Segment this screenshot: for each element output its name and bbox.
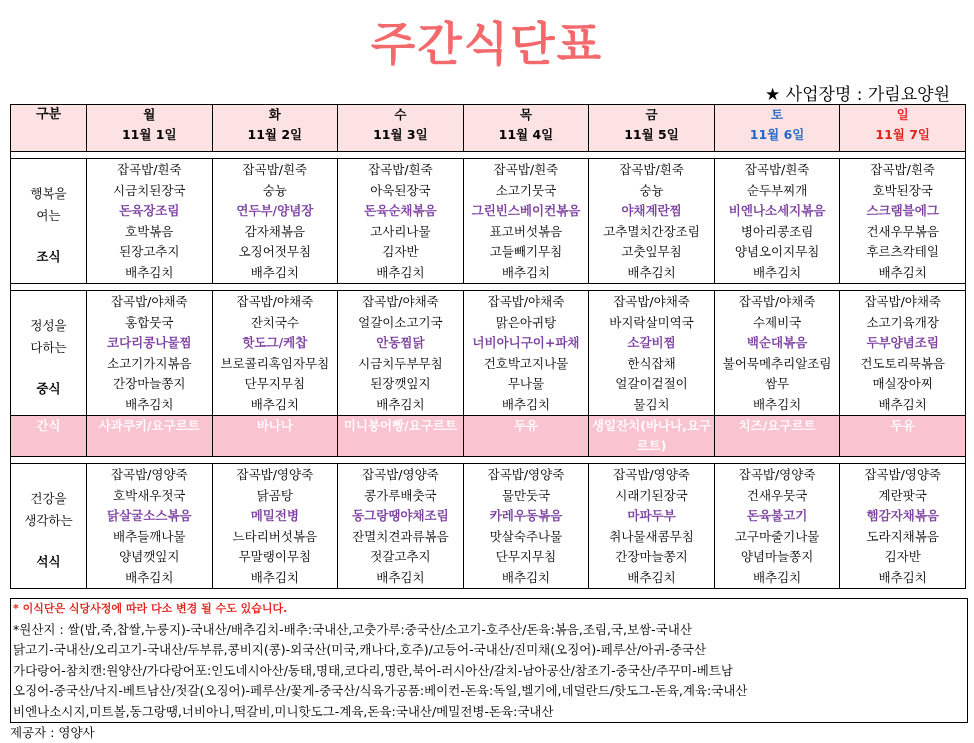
day-header xyxy=(212,105,338,152)
breakfast-label-meal: 조식 xyxy=(36,249,61,264)
menu-item: 배추김치 xyxy=(878,569,927,585)
day-header xyxy=(589,105,715,152)
menu-item: 카레우동볶음 xyxy=(489,508,563,523)
menu-item: 배추김치 xyxy=(250,569,299,585)
spacer-row xyxy=(11,457,966,464)
menu-item: 비엔나소세지볶음 xyxy=(728,203,826,218)
menu-item: 잡곡밥/흰죽 xyxy=(493,162,559,177)
menu-item: 표고버섯볶음 xyxy=(489,223,563,239)
menu-item: 얼갈이소고기국 xyxy=(358,314,443,330)
spacer-row xyxy=(11,284,966,291)
snack-item: 바나나 xyxy=(212,416,338,457)
day-date: 11월 1일 xyxy=(121,127,177,142)
dinner-cell xyxy=(87,464,213,589)
lunch-cell xyxy=(714,291,840,416)
menu-item: 배추김치 xyxy=(752,264,802,280)
menu-item: 호박새우젓국 xyxy=(113,487,186,503)
snack-item: 치즈/요구르트 xyxy=(714,416,840,457)
day-name: 일 xyxy=(896,107,909,122)
menu-item: 닭곰탕 xyxy=(256,487,293,503)
lunch-cell xyxy=(87,291,213,416)
menu-item: 쌈무 xyxy=(765,376,790,391)
menu-item: 양념마늘쫑지 xyxy=(740,549,814,564)
menu-item: 시래기된장국 xyxy=(615,487,688,503)
origin-note-line: 비엔나소시지,미트볼,동그랑땡,너비아니,떡갈비,미니핫도그-계육,돈육:국내산/메밀전병-돈육:국내산 xyxy=(13,703,554,719)
lunch-cell xyxy=(212,291,338,416)
menu-item: 간장마늘쫑지 xyxy=(615,549,688,564)
breakfast-label-line: 여는 xyxy=(36,208,61,223)
menu-item: 동그랑땡야채조림 xyxy=(352,508,449,523)
lunch-label xyxy=(11,291,87,416)
menu-item: 단무지무침 xyxy=(244,376,306,391)
snack-item: 두유 xyxy=(840,416,966,457)
spacer xyxy=(11,284,966,291)
menu-item: 너비아니구이+파채 xyxy=(472,335,580,350)
menu-item: 고추멸치간장조림 xyxy=(603,223,700,239)
day-date: 11월 7일 xyxy=(875,127,930,142)
lunch-cell xyxy=(463,291,589,416)
menu-item: 호박된장국 xyxy=(872,182,933,198)
dinner-cell xyxy=(338,464,464,589)
dinner-label-line: 생각하는 xyxy=(24,513,73,528)
menu-item: 병아리콩조림 xyxy=(740,223,814,239)
menu-item: 잡곡밥/흰죽 xyxy=(242,162,308,177)
provider: 제공자 : 영양사 xyxy=(10,725,95,740)
menu-item: 홍합뭇국 xyxy=(125,314,174,330)
spacer-row xyxy=(11,152,966,159)
snack-label: 간식 xyxy=(11,416,87,457)
origin-note-line: 가다랑어-참치캔:원양산/가다랑어포:인도네시아산/동태,명태,코다리,명란,북어-러시아산/갈치-남아공산/참조기-중국산/주꾸미-베트남 xyxy=(13,662,733,678)
menu-item: 잡곡밥/야채죽 xyxy=(864,294,942,309)
snack-item: 미니붕어빵/요구르트 xyxy=(338,416,464,457)
header-row xyxy=(11,105,966,152)
menu-item: 얼갈이겉절이 xyxy=(615,376,688,391)
menu-item: 계란팟국 xyxy=(878,487,927,503)
menu-item: 배추김치 xyxy=(376,264,425,280)
menu-item: 잡곡밥/야채죽 xyxy=(362,294,439,309)
menu-item: 돈육순채볶음 xyxy=(364,203,437,218)
menu-item: 시금치두부무침 xyxy=(358,355,443,371)
menu-item: 배추김치 xyxy=(627,569,676,585)
menu-item: 잡곡밥/영양죽 xyxy=(613,467,690,482)
breakfast-label xyxy=(11,159,87,284)
menu-item: 핫도그/케찹 xyxy=(242,335,308,350)
day-header xyxy=(87,105,213,152)
day-date: 11월 5일 xyxy=(624,127,679,142)
dinner-cell xyxy=(463,464,589,589)
menu-item: 고구마줄기나물 xyxy=(734,528,820,544)
menu-item: 간장마늘쫑지 xyxy=(113,376,186,391)
day-header xyxy=(840,105,966,152)
menu-item: 소고기뭇국 xyxy=(495,182,557,198)
menu-item: 순두부찌개 xyxy=(746,182,808,198)
spacer xyxy=(11,152,966,159)
menu-item: 배추김치 xyxy=(250,396,299,412)
origin-note-line: 오징어-중국산/낙지-베트남산/젓갈(오징어)-페루산/꽃게-중국산/식육가공품:베이컨-돈육:독일,벨기에,네덜란드/핫도그-돈육,계육:국내산 xyxy=(13,683,748,698)
menu-item: 잡곡밥/영양죽 xyxy=(738,467,816,482)
menu-item: 잡곡밥/야채죽 xyxy=(613,294,690,309)
dinner-label xyxy=(11,464,87,589)
menu-item: 잡곡밥/야채죽 xyxy=(236,294,314,309)
menu-item: 고사리나물 xyxy=(370,223,431,239)
breakfast-cell xyxy=(338,159,464,284)
menu-item: 야채계란찜 xyxy=(621,203,682,218)
menu-item: 소갈비찜 xyxy=(627,335,676,350)
menu-item: 배추김치 xyxy=(627,264,676,280)
day-date: 11월 3일 xyxy=(373,127,428,142)
menu-item: 무나물 xyxy=(507,376,545,391)
breakfast-cell xyxy=(212,159,338,284)
dinner-cell xyxy=(589,464,715,589)
breakfast-row xyxy=(11,159,966,284)
menu-item: 잡곡밥/영양죽 xyxy=(864,467,942,482)
menu-item: 잡곡밥/흰죽 xyxy=(619,162,684,177)
menu-item: 배추들깨나물 xyxy=(113,528,186,544)
menu-item: 숭늉 xyxy=(262,182,287,198)
breakfast-label-line: 행복을 xyxy=(30,186,67,201)
lunch-cell xyxy=(589,291,715,416)
menu-item: 젓갈고추지 xyxy=(370,549,431,564)
menu-item: 잡곡밥/야채죽 xyxy=(110,294,188,309)
menu-item: 시금치된장국 xyxy=(113,182,186,198)
page-title: 주간식단표 xyxy=(370,17,604,71)
menu-item: 한식잡채 xyxy=(627,355,676,371)
menu-item: 건호박고지나물 xyxy=(483,355,569,371)
menu-item: 건새우뭇국 xyxy=(746,487,808,503)
lunch-label-line: 정성을 xyxy=(30,318,67,333)
menu-item: 소고기육개장 xyxy=(866,314,939,330)
menu-item: 배추김치 xyxy=(125,569,174,585)
menu-item: 돈육장조림 xyxy=(119,203,180,218)
menu-item: 느타리버섯볶음 xyxy=(232,528,318,544)
menu-item: 바지락살미역국 xyxy=(609,314,694,330)
menu-item: 코다리콩나물찜 xyxy=(107,335,192,350)
menu-item: 매실장아찌 xyxy=(872,376,933,391)
menu-item: 메밀전병 xyxy=(250,508,299,523)
snack-item: 두유 xyxy=(463,416,589,457)
menu-item: 닭살굴소스볶음 xyxy=(107,508,192,523)
menu-item: 도라지채볶음 xyxy=(866,528,939,544)
menu-item: 잡곡밥/영양죽 xyxy=(236,467,314,482)
lunch-row xyxy=(11,291,966,416)
facility-name: ★ 사업장명 : 가림요양원 xyxy=(765,85,950,105)
menu-item: 무말랭이무침 xyxy=(238,549,312,564)
menu-item: 돈육불고기 xyxy=(746,508,808,523)
menu-item: 된장고추지 xyxy=(119,244,180,259)
day-header xyxy=(338,105,464,152)
menu-item: 잔멸치견과류볶음 xyxy=(352,528,449,544)
menu-item: 물김치 xyxy=(633,396,670,412)
menu-item: 잡곡밥/흰죽 xyxy=(744,162,810,177)
breakfast-cell xyxy=(589,159,715,284)
dinner-cell xyxy=(212,464,338,589)
dinner-label-meal: 석식 xyxy=(36,554,61,569)
menu-item: 잡곡밥/영양죽 xyxy=(110,467,188,482)
menu-item: 취나물새콤무침 xyxy=(609,528,694,544)
menu-item: 잡곡밥/야채죽 xyxy=(738,294,816,309)
snack-row xyxy=(11,416,966,457)
menu-item: 햄감자채볶음 xyxy=(866,508,939,523)
menu-item: 김자반 xyxy=(884,549,921,564)
menu-item: 김자반 xyxy=(382,244,419,259)
day-name: 월 xyxy=(143,107,156,122)
menu-item: 고들빼기무침 xyxy=(489,244,563,259)
menu-item: 수제비국 xyxy=(752,314,802,330)
breakfast-cell xyxy=(87,159,213,284)
day-name: 화 xyxy=(268,107,281,122)
menu-item: 배추김치 xyxy=(250,264,299,280)
menu-item: 안동찜닭 xyxy=(376,335,425,350)
menu-item: 배추김치 xyxy=(376,396,425,412)
menu-item: 아욱된장국 xyxy=(370,182,431,198)
menu-item: 숭늉 xyxy=(639,182,664,198)
menu-item: 콩가루배춧국 xyxy=(364,487,437,503)
menu-item: 배추김치 xyxy=(752,396,802,412)
menu-item: 연두부/양념장 xyxy=(236,203,314,218)
spacer xyxy=(11,457,966,464)
menu-item: 배추김치 xyxy=(878,264,927,280)
menu-item: 잡곡밥/흰죽 xyxy=(870,162,935,177)
menu-item: 호박볶음 xyxy=(125,223,174,239)
menu-item: 잡곡밥/영양죽 xyxy=(362,467,439,482)
day-header xyxy=(463,105,589,152)
breakfast-cell xyxy=(714,159,840,284)
day-name: 금 xyxy=(645,107,658,122)
menu-item: 오징어젓무침 xyxy=(238,244,312,259)
menu-item: 단무지무침 xyxy=(495,549,557,564)
day-name: 목 xyxy=(519,107,532,122)
change-warning: * 이식단은 식당사정에 따라 다소 변경 될 수도 있습니다. xyxy=(13,602,288,615)
menu-item: 잡곡밥/흰죽 xyxy=(116,162,182,177)
lunch-label-line: 다하는 xyxy=(30,340,67,355)
day-date: 11월 4일 xyxy=(498,127,554,142)
menu-item: 건도토리묵볶음 xyxy=(860,355,945,371)
menu-item: 잔치국수 xyxy=(250,314,299,330)
menu-item: 배추김치 xyxy=(501,396,551,412)
lunch-cell xyxy=(338,291,464,416)
snack-item: 생일잔치(바나나,요구르트) xyxy=(589,416,715,457)
menu-item: 그린빈스베이컨볶음 xyxy=(471,203,581,218)
menu-item: 배추김치 xyxy=(125,264,174,280)
origin-note-line: 닭고기-국내산/오리고기-국내산/두부류,콩비지(콩)-외국산(미국,캐나다,호주)/고등어-국내산/진미채(오징어)-페루산/아귀-중국산 xyxy=(13,642,707,657)
menu-item: 맑은아귀탕 xyxy=(495,314,557,330)
menu-item: 마파두부 xyxy=(627,508,676,523)
menu-item: 고춧잎무침 xyxy=(621,244,682,259)
menu-item: 잡곡밥/야채죽 xyxy=(487,294,565,309)
menu-item: 불어묵메추리알조림 xyxy=(722,355,832,371)
menu-item: 감자채볶음 xyxy=(244,223,306,239)
menu-item: 두부양념조림 xyxy=(866,335,939,350)
day-date: 11월 2일 xyxy=(247,127,303,142)
lunch-label-meal: 중식 xyxy=(36,381,61,396)
menu-item: 된장깻잎지 xyxy=(370,376,431,391)
menu-item: 백순대볶음 xyxy=(746,335,808,350)
breakfast-cell xyxy=(463,159,589,284)
dinner-row xyxy=(11,464,966,589)
menu-item: 소고기가지볶음 xyxy=(107,355,192,371)
origin-note-line: *원산지 : 쌀(밥,죽,찹쌀,누룽지)-국내산/배추김치-배추:국내산,고춧가루:중국산/소고기-호주산/돈육:볶음,조림,국,보쌈-국내산 xyxy=(13,621,692,637)
dinner-label-line: 건강을 xyxy=(30,491,67,506)
dinner-cell xyxy=(714,464,840,589)
menu-item: 잡곡밥/영양죽 xyxy=(487,467,565,482)
menu-item: 브로콜리혹임자무침 xyxy=(220,355,330,371)
dinner-cell xyxy=(840,464,966,589)
menu-item: 건새우무볶음 xyxy=(866,223,939,239)
menu-item: 스크램블에그 xyxy=(866,203,939,218)
day-date: 11월 6일 xyxy=(749,127,805,142)
menu-item: 배추김치 xyxy=(376,569,425,585)
menu-item: 맛살숙주나물 xyxy=(489,528,563,544)
menu-item: 물만둣국 xyxy=(501,487,551,503)
menu-item: 배추김치 xyxy=(501,264,551,280)
weekly-menu-table xyxy=(10,104,966,589)
breakfast-cell xyxy=(840,159,966,284)
menu-item: 배추김치 xyxy=(501,569,551,585)
lunch-cell xyxy=(840,291,966,416)
menu-item: 배추김치 xyxy=(752,569,802,585)
day-name: 수 xyxy=(394,107,407,122)
snack-item: 사과쿠키/요구르트 xyxy=(87,416,213,457)
menu-item: 양념깻잎지 xyxy=(119,549,180,564)
menu-item: 배추김치 xyxy=(125,396,174,412)
menu-item: 양념오이지무침 xyxy=(734,244,820,259)
menu-item: 잡곡밥/흰죽 xyxy=(368,162,433,177)
menu-item: 배추김치 xyxy=(878,396,927,412)
day-name: 토 xyxy=(771,107,784,122)
menu-item: 후르츠칵테일 xyxy=(866,244,939,259)
day-header xyxy=(714,105,840,152)
header-label: 구분 xyxy=(11,105,87,152)
notes-box xyxy=(10,598,968,723)
